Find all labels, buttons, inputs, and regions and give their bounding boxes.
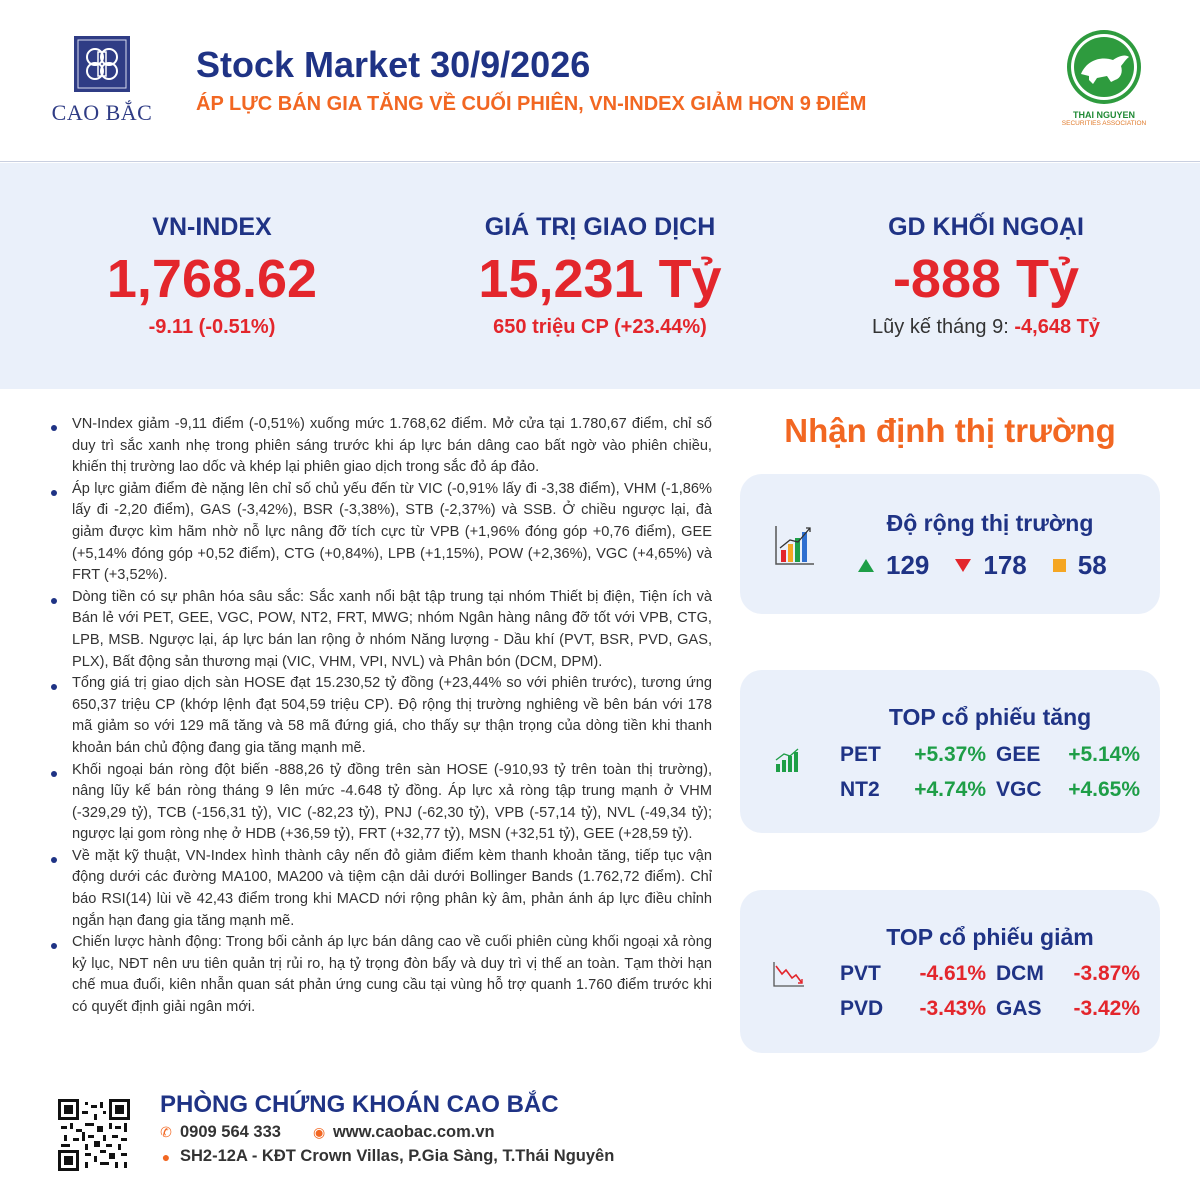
stock-cell [840, 778, 990, 802]
tnsa-logo [1052, 30, 1156, 127]
kpi-sub-value: -4,648 Tỷ [1014, 316, 1100, 338]
card-title: TOP cổ phiếu giảm [886, 924, 1094, 950]
kpi-label: GD KHỐI NGOẠI [888, 213, 1084, 241]
kpi-sub: 650 triệu CP (+23.44%) [493, 316, 707, 338]
card-title: TOP cổ phiếu tăng [888, 704, 1092, 730]
advancers [858, 550, 929, 581]
stock-symbol: PET [840, 742, 881, 766]
stock-symbol: NT2 [840, 777, 880, 801]
top-losers-card [740, 890, 1160, 1053]
list-item: Về mặt kỹ thuật, VN-Index hình thành cây nến đỏ giảm điểm kèm thanh khoản tăng, tiếp tục vận động dưới các đường MA100, MA200 và tiệm cận dải dưới Bollinger Bands (1.762,72 điểm). Chỉ báo RSI(14) lùi về 42,43 điểm trong khi MACD nới rộng phân kỳ âm, phản ánh áp lực điều chỉnh ngắn hạn đang gia tăng mạnh mẽ. [48, 846, 712, 932]
card-title: Độ rộng thị trường [886, 510, 1094, 536]
brand-name-left: CAO BẮC [51, 100, 153, 125]
kpi-vnindex [22, 213, 402, 339]
market-outlook-title: Nhận định thị trường [784, 412, 1116, 449]
stock-symbol: GEE [996, 742, 1041, 766]
gainers-grid [840, 737, 1140, 807]
list-item: Tổng giá trị giao dịch sàn HOSE đạt 15.230,52 tỷ đồng (+23,44% so với phiên trước), tương ứng 650,37 triệu CP (khớp lệnh đạt 504,59 triệu CP). Độ rộng thị trường nghiêng về bên bán với 178 mã giảm so với 129 mã tăng và 58 mã đứng giá, cho thấy sự thận trọng của dòng tiền khi thanh khoản bán chủ động đang gia tăng mạnh mẽ. [48, 673, 712, 759]
triangle-up-icon [858, 559, 874, 572]
stock-cell [840, 997, 990, 1021]
stock-cell [990, 962, 1140, 986]
list-item: Chiến lược hành động: Trong bối cảnh áp lực bán dâng cao về cuối phiên cùng khối ngoại xả ròng kỷ lục, NĐT nên ưu tiên quản trị rủi ro, hạ tỷ trọng đòn bẩy và duy trì vị thế an toàn. Tạm thời hạn chế mua đuổi, kiên nhẫn quan sát phản ứng cung cầu tại vùng hỗ trợ quanh 1.760 điểm trước khi có quyết định giải ngân mới. [48, 932, 712, 1018]
list-item: VN-Index giảm -9,11 điểm (-0,51%) xuống mức 1.768,62 điểm. Mở cửa tại 1.780,67 điểm, chỉ số duy trì sắc xanh nhẹ trong phiên sáng trước khi áp lực bán dâng cao bất ngờ vào phiên chiều, khiến thị trường lao dốc và khép lại phiên giao dịch trong sắc đỏ áp đảo. [48, 414, 712, 479]
cao-bac-logo [50, 36, 154, 126]
stock-change: -3.43% [919, 996, 986, 1020]
stock-change: -3.42% [1073, 996, 1140, 1020]
unchanged [1053, 550, 1107, 581]
kpi-sub [796, 316, 1176, 339]
stock-change: +4.65% [1068, 777, 1140, 801]
stock-symbol: VGC [996, 777, 1042, 801]
stock-cell [840, 743, 990, 767]
brand-name-right: THAI NGUYEN [1072, 110, 1135, 120]
commentary-list [48, 414, 712, 1019]
list-item: Dòng tiền có sự phân hóa sâu sắc: Sắc xanh nổi bật tập trung tại nhóm Thiết bị điện, Tiện ích và Bán lẻ với PET, GEE, VGC, POW, NT2, FRT, MWG; nhóm Ngân hàng nâng đỡ tốt với VPB, CTG, LPB, MSB. Ngược lại, áp lực bán lan rộng ở nhóm Năng lượng - Dầu khí (PVT, BSR, PVD, GAS, PLX), Bất động sản thương mại (VIC, VHM, VPI, NVL) và Phân bón (DCM, DPM). [48, 587, 712, 673]
table-row [840, 991, 1140, 1026]
decliners [955, 550, 1026, 581]
globe-icon: ◉ [312, 1124, 326, 1140]
page-subtitle: ÁP LỰC BÁN GIA TĂNG VỀ CUỐI PHIÊN, VN-INDEX GIẢM HƠN 9 ĐIỂM [196, 93, 867, 115]
table-row [840, 772, 1140, 807]
address-line [160, 1147, 614, 1166]
header [0, 0, 1200, 162]
decliners-count: 178 [983, 550, 1027, 580]
kpi-sub-label: Lũy kế tháng 9: [872, 316, 1009, 338]
advancers-count: 129 [886, 550, 930, 580]
stock-cell [840, 962, 990, 986]
kpi-value: 15,231 Tỷ [478, 249, 722, 309]
cao-bac-emblem-icon [74, 36, 130, 92]
address: SH2-12A - KĐT Crown Villas, P.Gia Sàng, T.Thái Nguyên [180, 1147, 615, 1165]
kpi-foreign [796, 213, 1176, 339]
stock-change: +5.37% [914, 742, 986, 766]
company-name: PHÒNG CHỨNG KHOÁN CAO BẮC [160, 1091, 559, 1118]
list-item: Khối ngoại bán ròng đột biến -888,26 tỷ đồng trên sàn HOSE (-910,93 tỷ trên toàn thị trường), nâng lũy kế bán ròng tháng 9 lên mức -4.648 tỷ đồng. Áp lực xả ròng tập trung mạnh ở VHM (-329,29 tỷ), TCB (-156,31 tỷ), VIC (-82,23 tỷ), PNJ (-62,30 tỷ), VPB (-57,14 tỷ), NVL (-49,34 tỷ); ngược lại gom ròng nhẹ ở HDB (+36,59 tỷ), FRT (+32,77 tỷ), MSN (+32,51 tỷ), GEE (+28,59 tỷ). [48, 760, 712, 846]
kpi-trading-value [410, 213, 790, 339]
table-row [840, 956, 1140, 991]
top-gainers-card [740, 670, 1160, 833]
phone-icon: ✆ [160, 1124, 172, 1140]
breadth-counts [858, 550, 1107, 581]
table-row [840, 737, 1140, 772]
square-icon [1053, 559, 1066, 572]
kpi-change: -9.11 (-0.51%) [148, 316, 276, 338]
phone-number[interactable]: 0909 564 333 [180, 1123, 281, 1141]
stock-change: +4.74% [914, 777, 986, 801]
stock-symbol: PVT [840, 961, 881, 985]
bar-chart-up-icon [774, 524, 816, 573]
kpi-label: GIÁ TRỊ GIAO DỊCH [484, 213, 716, 241]
stock-change: -4.61% [919, 961, 986, 985]
website-link[interactable]: www.caobac.com.vn [332, 1123, 495, 1141]
stock-symbol: GAS [996, 996, 1042, 1020]
kpi-band [0, 163, 1200, 389]
page-title: Stock Market 30/9/2026 [196, 44, 591, 85]
stock-change: -3.87% [1073, 961, 1140, 985]
location-pin-icon: ● [161, 1148, 171, 1165]
kpi-value: -888 Tỷ [892, 249, 1080, 309]
brand-tagline-right: SECURITIES ASSOCIATION [1061, 120, 1147, 127]
chart-down-icon [772, 960, 806, 993]
stock-cell [990, 743, 1140, 767]
stock-change: +5.14% [1068, 742, 1140, 766]
stock-symbol: DCM [996, 961, 1044, 985]
stock-cell [990, 778, 1140, 802]
contact-line [160, 1123, 495, 1142]
list-item: Áp lực giảm điểm đè nặng lên chỉ số chủ yếu đến từ VIC (-0,91% lấy đi -3,38 điểm), VHM (-1,86% lấy đi -2,20 điểm), GAS (-3,42%), BSR (-3,38%), STB (-2,37%) và SSB. Ở chiều ngược lại, đà giảm được kìm hãm nhờ nỗ lực nâng đỡ tích cực từ VPB (+1,96% đóng góp +0,76 điểm), GEE (+5,14% đóng góp +0,52 điểm), CTG (+0,84%), LPB (+1,15%), POW (+2,36%), VGC (+4,65%) và FRT (+3,52%). [48, 479, 712, 587]
unchanged-count: 58 [1077, 550, 1107, 580]
stock-symbol: PVD [840, 996, 884, 1020]
kpi-value: 1,768.62 [106, 249, 318, 309]
losers-grid [840, 956, 1140, 1026]
kpi-label: VN-INDEX [152, 213, 272, 241]
bull-icon [1067, 30, 1141, 104]
qr-code[interactable] [58, 1099, 130, 1171]
growth-bars-icon [774, 748, 800, 779]
stock-cell [990, 997, 1140, 1021]
triangle-down-icon [955, 559, 971, 572]
market-breadth-card [740, 474, 1160, 614]
